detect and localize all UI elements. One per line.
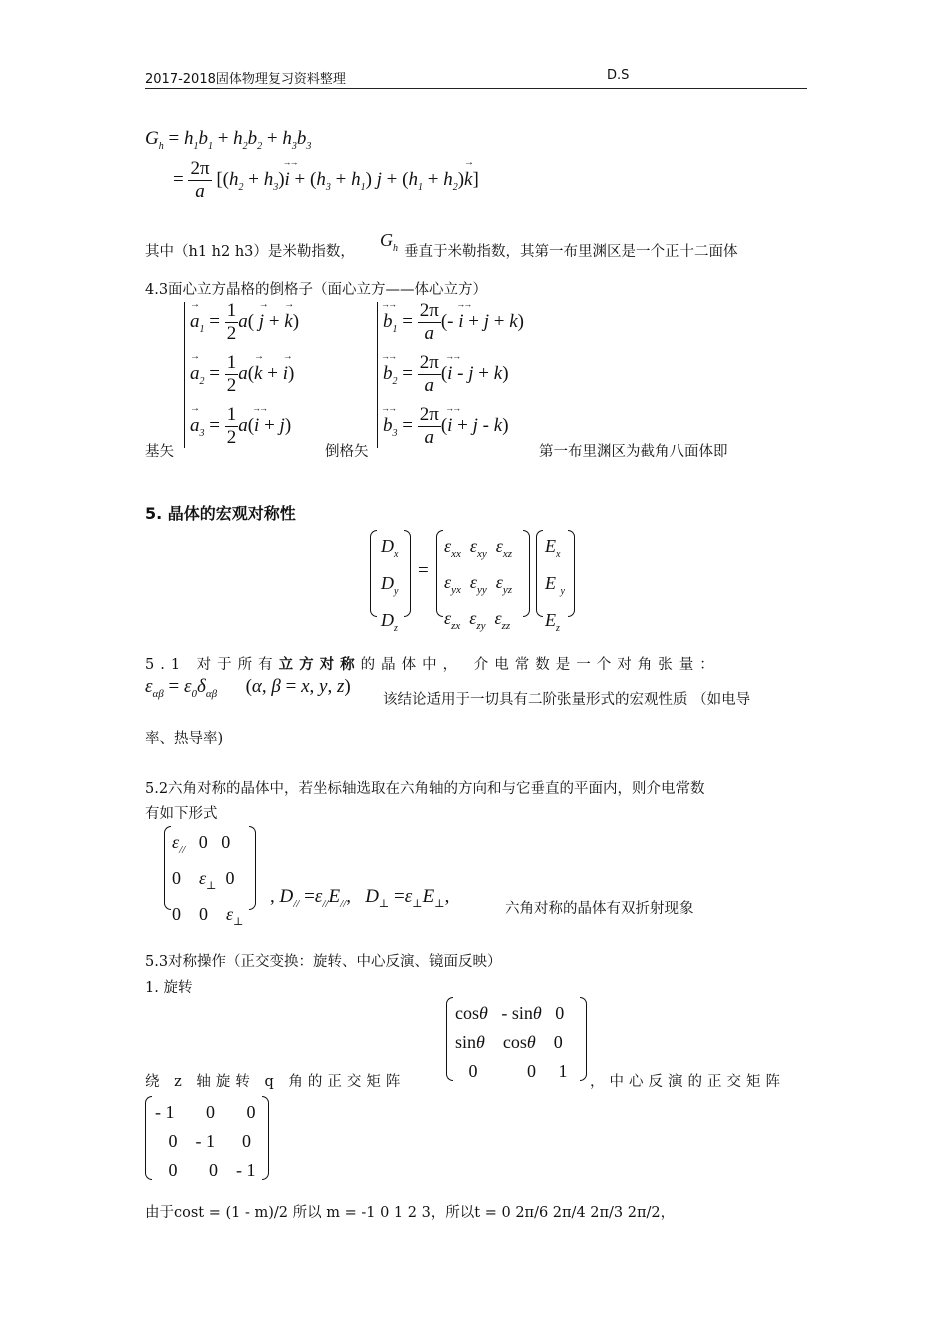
s52-line1: 5.2六角对称的晶体中，若坐标轴选取在六角轴的方向和与它垂直的平面内，则介电常数 xyxy=(145,781,705,797)
equals-sign: = xyxy=(418,560,429,581)
s51-bold: 立方对称 xyxy=(278,656,361,673)
recip-brace xyxy=(377,302,378,448)
hex-tensor: $\varepsilon_{//}$ 0 0 0 $\varepsilon_\perp$ 0 0 0 $\varepsilon_\perp$ xyxy=(172,832,244,928)
s51-conclusion: 该结论适用于一切具有二阶张量形式的宏观性质 （如电导 xyxy=(383,692,751,708)
section-4-3-title: 4.3面心立方晶格的倒格子（面心立方——体心立方） xyxy=(145,282,488,298)
d-vector-right-paren xyxy=(404,530,411,617)
recip-b1: →→ $b_1$ = $\frac{2\pi}{a}$ (- →→ i + j + k) xyxy=(383,300,524,345)
basis-a3: → $a_3$ = $\frac{1}{2}$ a(→→ i + j) xyxy=(190,404,291,449)
s52-tail: 六角对称的晶体有双折射现象 xyxy=(505,901,694,917)
label-basis: 基矢 xyxy=(145,444,174,460)
eps-tensor-right-paren xyxy=(523,530,530,617)
section-5-title: 5. 晶体的宏观对称性 xyxy=(145,504,296,523)
s53-last-line: 由于cost = (1 - m)/2 所以 m = -1 0 1 2 3，所以t = 0 2π/6 2π/4 2π/3 2π/2， xyxy=(145,1205,676,1221)
d-vector: $D_x$ $D_y$ $D_z$ xyxy=(381,536,399,634)
basis-a2: → $a_2$ = $\frac{1}{2}$ a(→ k + → i) xyxy=(190,352,294,397)
e-vector-left-paren xyxy=(536,530,543,617)
hex-relations: , $D_{//} =\varepsilon_{//}E_{//}$, $D_\perp =\varepsilon_\perp E_\perp$, xyxy=(270,886,450,910)
label-recip: 倒格矢 xyxy=(325,444,369,460)
s51-post: 的晶体中， 介电常数是一个对角张量： xyxy=(360,657,720,673)
eps-tensor: $\varepsilon_{xx}$ $\varepsilon_{xy}$ $\varepsilon_{xz}$ $\varepsilon_{yx}$ $\varepsilon_{yy}$ $\varepsilon_{yz}$ $\varepsilon_{zx}$ $\varepsilon_{zy}$ $\varepsilon_{zz}$ xyxy=(444,536,512,632)
rot-matrix-right-paren xyxy=(580,997,587,1081)
header-title: 2017-2018固体物理复习资料整理 xyxy=(145,72,346,87)
inv-matrix-right-paren xyxy=(262,1096,269,1180)
miller-text-2: 垂直于米勒指数，其第一布里渊区是一个正十二面体 xyxy=(404,244,738,260)
recip-b3: →→ $b_3$ = $\frac{2\pi}{a}$ (→→ i + j - k) xyxy=(383,404,509,449)
s53-item1: 1. 旋转 xyxy=(145,980,193,996)
rot-matrix-left-paren xyxy=(446,997,453,1081)
d-vector-left-paren xyxy=(370,530,377,617)
label-bz: 第一布里渊区为截角八面体即 xyxy=(539,444,728,460)
basis-brace xyxy=(184,302,185,448)
s51-pre: 5.1 对于所有 xyxy=(145,657,279,673)
hex-tensor-right-paren xyxy=(249,826,256,910)
inv-text: ，中心反演的正交矩阵 xyxy=(590,1074,785,1090)
inv-matrix-left-paren xyxy=(145,1096,152,1180)
eps-tensor-left-paren xyxy=(436,530,443,617)
gh-symbol: $G_h$ xyxy=(380,230,398,254)
header-rule xyxy=(145,88,807,89)
header-author: D.S xyxy=(607,68,630,83)
gh-equation-line1: $G_h = h_1b_1 + h_2b_2 + h_3b_3$ xyxy=(145,128,312,152)
e-vector: $E_x$ E $_y$ $E_z$ xyxy=(545,536,565,634)
s51-equation: $\varepsilon_{\alpha\beta} = \varepsilon_0\delta_{\alpha\beta}$ (α, β = x, y, z) xyxy=(145,676,351,700)
s52-line2: 有如下形式 xyxy=(145,806,218,822)
basis-a1: → $a_1$ = $\frac{1}{2}$ a( → j + → k) xyxy=(190,300,299,345)
rot-text: 绕 z 轴旋转 q 角的正交矩阵 xyxy=(145,1074,406,1090)
gh-equation-line2: = $\frac{2\pi}{a}$ $[(h_2 + h_3)\to\to i + (h_3 + h_1) j + (h_1 + h_2)\to k]$ xyxy=(173,158,479,203)
s51-conclusion-2: 率、热导率) xyxy=(145,731,224,747)
miller-text-1: 其中（h1 h2 h3）是米勒指数， xyxy=(145,244,355,260)
rot-matrix: cosθ - sinθ 0 sinθ cosθ 0 0 0 1 xyxy=(455,1003,568,1081)
s53-title: 5.3对称操作（正交变换：旋转、中心反演、镜面反映） xyxy=(145,954,502,970)
s51-line1 xyxy=(145,653,720,674)
hex-tensor-left-paren xyxy=(164,826,171,910)
inv-matrix: - 1 0 0 0 - 1 0 0 0 - 1 xyxy=(155,1102,256,1180)
e-vector-right-paren xyxy=(568,530,575,617)
recip-b2: →→ $b_2$ = $\frac{2\pi}{a}$ (→→ i - j + k) xyxy=(383,352,509,397)
